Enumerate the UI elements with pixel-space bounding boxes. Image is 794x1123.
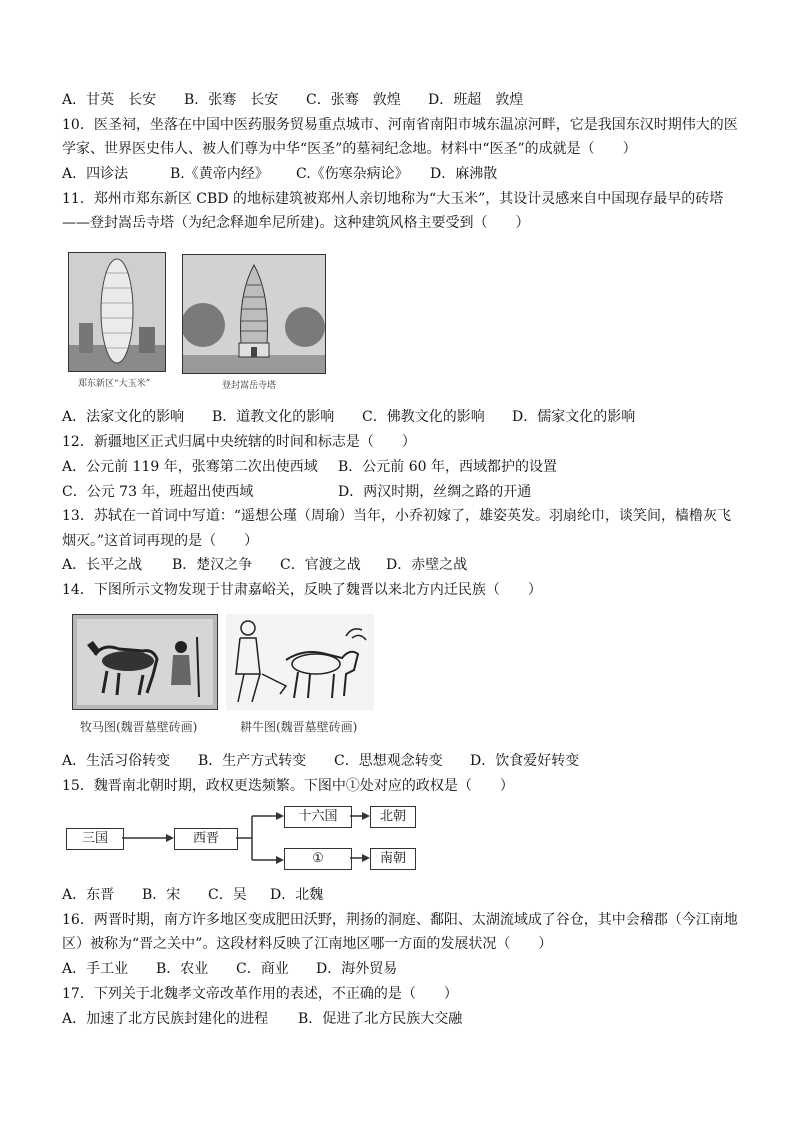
flow-box-blank-1: ① (284, 848, 352, 870)
q13-option-d: D．赤壁之战 (386, 557, 468, 573)
q10-option-d: D．麻沸散 (430, 166, 498, 182)
herding-horses-caption: 牧马图(魏晋墓壁砖画) (80, 720, 198, 734)
q14-option-a: A．生活习俗转变 (62, 753, 171, 769)
q15-option-d: D．北魏 (270, 887, 324, 903)
q10-option-c: C.《伤寒杂病论》 (296, 166, 409, 182)
q10-stem-line2: 学家、世界医史伟人、被人们尊为中华“医圣”的墓祠纪念地。材料中“医圣”的成就是（ ） (62, 141, 637, 157)
q11-stem-line1: 11．郑州市郑东新区 CBD 的地标建筑被郑州人亲切地称为“大玉米”，其设计灵感来自中国现存最早的砖塔 (62, 191, 724, 207)
flow-arrow-1 (122, 832, 174, 844)
flow-box-nanchao: 南朝 (370, 848, 416, 870)
q15-stem: 15．魏晋南北朝时期，政权更迭频繁。下图中①处对应的政权是（ ） (62, 778, 514, 794)
q15-options (62, 886, 323, 904)
flow-arrow-south (350, 852, 370, 864)
q14-option-b: B．生产方式转变 (198, 753, 307, 769)
q9-options (62, 91, 523, 109)
dayumi-caption: 郑东新区“大玉米” (78, 379, 151, 389)
q16-stem-line1: 16．两晋时期，南方许多地区变成肥田沃野，荆扬的洞庭、鄱阳、太湖流域成了谷仓，其中会稽郡（今江南地 (62, 912, 738, 928)
q9-option-b: B．张骞 长安 (184, 92, 279, 108)
flow-arrow-split (236, 810, 284, 868)
q12-options-row1 (62, 458, 557, 476)
q15-option-b: B．宋 (142, 887, 181, 903)
q12-options-row2 (62, 483, 531, 501)
q17-option-b: B．促进了北方民族大交融 (298, 1011, 463, 1027)
q10-stem-line1: 10．医圣祠，坐落在中国中医药服务贸易重点城市、河南省南阳市城东温凉河畔，它是我国东汉时期伟大的医 (62, 117, 738, 133)
q15-option-c: C．吴 (208, 887, 247, 903)
q12-option-c: C．公元 73 年，班超出使西域 (62, 484, 254, 500)
q16-option-d: D．海外贸易 (316, 961, 398, 977)
q14-stem: 14．下图所示文物发现于甘肃嘉峪关，反映了魏晋以来北方内迁民族（ ） (62, 582, 542, 598)
plowing-ox-caption: 耕牛图(魏晋墓壁砖画) (240, 720, 358, 734)
q14-options (62, 752, 579, 770)
q17-option-a: A．加速了北方民族封建化的进程 (62, 1011, 269, 1027)
q9-option-a: A．甘英 长安 (62, 92, 157, 108)
q10-option-b: B.《黄帝内经》 (170, 166, 269, 182)
herding-horses-mural (72, 614, 218, 710)
q12-option-d: D．两汉时期，丝绸之路的开通 (338, 484, 532, 500)
q16-options (62, 960, 397, 978)
q16-option-a: A．手工业 (62, 961, 129, 977)
dayumi-building-photo (68, 252, 166, 372)
q12-option-b: B．公元前 60 年，西域都护的设置 (338, 459, 558, 475)
q11-options (62, 408, 635, 426)
plowing-ox-mural (226, 614, 374, 710)
flow-box-sanguo: 三国 (66, 828, 124, 850)
q11-stem-line2: ——登封嵩岳寺塔（为纪念释迦牟尼所建)。这种建筑风格主要受到（ ） (62, 215, 530, 231)
songyue-caption: 登封嵩岳寺塔 (222, 381, 277, 391)
q16-option-b: B．农业 (156, 961, 209, 977)
q11-option-a: A．法家文化的影响 (62, 409, 185, 425)
flow-box-shiliuguo: 十六国 (284, 806, 352, 828)
q14-option-c: C．思想观念转变 (334, 753, 443, 769)
songyue-pagoda-photo (182, 254, 326, 374)
q17-stem: 17．下列关于北魏孝文帝改革作用的表述，不正确的是（ ） (62, 986, 458, 1002)
q15-option-a: A．东晋 (62, 887, 115, 903)
flow-arrow-north (350, 810, 370, 822)
q14-option-d: D．饮食爱好转变 (470, 753, 580, 769)
q10-options (62, 165, 497, 183)
flow-box-xijin: 西晋 (174, 828, 238, 850)
q13-option-a: A．长平之战 (62, 557, 143, 573)
flow-box-beichao: 北朝 (370, 806, 416, 828)
q13-stem-line2: 烟灭。”这首词再现的是（ ） (62, 533, 259, 549)
q16-option-c: C．商业 (236, 961, 289, 977)
q12-stem: 12．新疆地区正式归属中央统辖的时间和标志是（ ） (62, 434, 416, 450)
q13-options (62, 556, 467, 574)
q9-option-c: C．张骞 敦煌 (306, 92, 401, 108)
q10-option-a: A．四诊法 (62, 166, 129, 182)
q16-stem-line2: 区）被称为“晋之关中”。这段材料反映了江南地区哪一方面的发展状况（ ） (62, 936, 553, 952)
q17-options-row1 (62, 1010, 462, 1028)
q9-option-d: D．班超 敦煌 (428, 92, 524, 108)
q13-stem-line1: 13．苏轼在一首词中写道：“遥想公瑾（周瑜）当年，小乔初嫁了，雄姿英发。羽扇纶巾，谈笑间，樯橹灰飞 (62, 508, 731, 524)
q11-option-c: C．佛教文化的影响 (362, 409, 485, 425)
q13-option-c: C．官渡之战 (280, 557, 361, 573)
q11-option-d: D．儒家文化的影响 (512, 409, 636, 425)
q12-option-a: A．公元前 119 年，张骞第二次出使西域 (62, 459, 318, 475)
q13-option-b: B．楚汉之争 (172, 557, 253, 573)
q11-option-b: B．道教文化的影响 (212, 409, 335, 425)
